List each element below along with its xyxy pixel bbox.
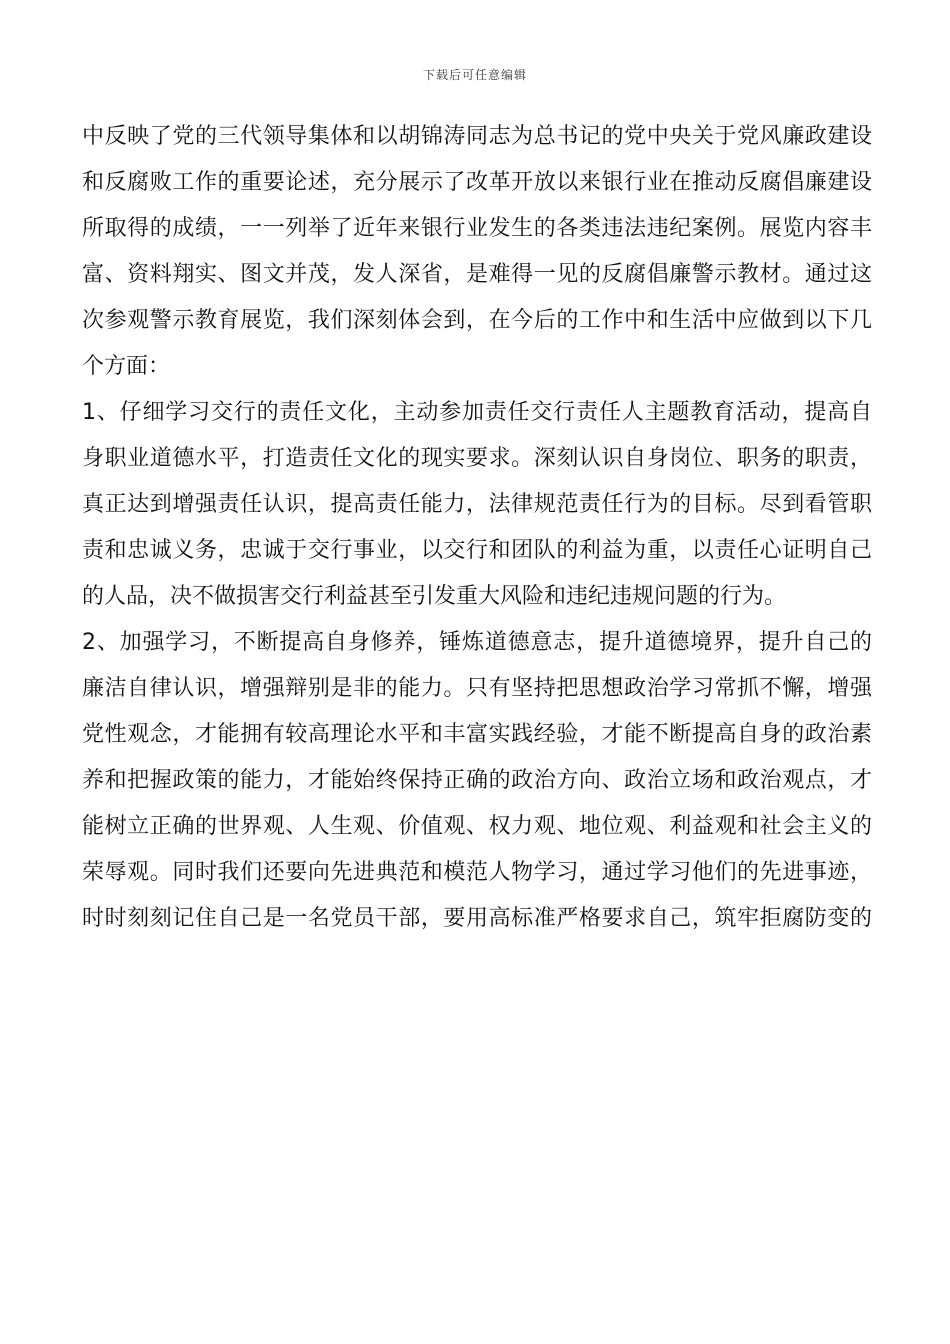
text-line: 真正达到增强责任认识，提高责任能力，法律规范责任行为的目标。尽到看管职 xyxy=(82,492,872,517)
text-line: 个方面： xyxy=(82,354,171,379)
text-line: 所取得的成绩，一一列举了近年来银行业发生的各类违法违纪案例。展览内容丰 xyxy=(82,216,872,241)
text-line: 富、资料翔实、图文并茂，发人深省，是难得一见的反腐倡廉警示教材。通过这 xyxy=(82,262,872,287)
text-line: 能树立正确的世界观、人生观、价值观、权力观、地位观、利益观和社会主义的 xyxy=(82,814,872,839)
text-line: 荣辱观。同时我们还要向先进典范和模范人物学习，通过学习他们的先进事迹， xyxy=(82,860,872,885)
text-line: 身职业道德水平，打造责任文化的现实要求。深刻认识自身岗位、职务的职责， xyxy=(82,446,872,471)
text-line: 次参观警示教育展览，我们深刻体会到，在今后的工作中和生活中应做到以下几 xyxy=(82,308,872,333)
text-line: 1、仔细学习交行的责任文化，主动参加责任交行责任人主题教育活动，提高自 xyxy=(82,400,872,425)
header-note: 下载后可任意编辑 xyxy=(422,68,527,82)
text-line: 责和忠诚义务，忠诚于交行事业，以交行和团队的利益为重，以责任心证明自己 xyxy=(82,538,872,563)
text-line: 廉洁自律认识，增强辩别是非的能力。只有坚持把思想政治学习常抓不懈，增强 xyxy=(82,676,872,701)
text-line: 中反映了党的三代领导集体和以胡锦涛同志为总书记的党中央关于党风廉政建设 xyxy=(82,124,872,149)
text-line: 和反腐败工作的重要论述，充分展示了改革开放以来银行业在推动反腐倡廉建设 xyxy=(82,170,872,195)
text-line: 养和把握政策的能力，才能始终保持正确的政治方向、政治立场和政治观点，才 xyxy=(82,768,872,793)
text-line: 时时刻刻记住自己是一名党员干部，要用高标准严格要求自己，筑牢拒腐防变的 xyxy=(82,906,872,931)
text-line: 的人品，决不做损害交行利益甚至引发重大风险和违纪违规问题的行为。 xyxy=(82,584,787,609)
body-text xyxy=(82,114,872,942)
text-line: 党性观念，才能拥有较高理论水平和丰富实践经验，才能不断提高自身的政治素 xyxy=(82,722,872,747)
text-line: 2、加强学习，不断提高自身修养，锤炼道德意志，提升道德境界，提升自己的 xyxy=(82,630,872,655)
